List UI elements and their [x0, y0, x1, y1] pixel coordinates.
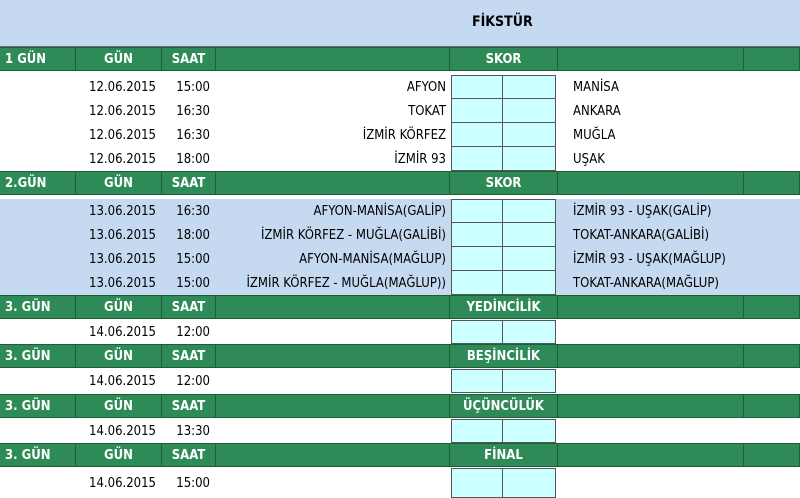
home-header	[216, 296, 450, 318]
away-score-cell[interactable]	[503, 123, 556, 147]
match-row	[0, 419, 800, 443]
score-header: SKOR	[450, 172, 558, 194]
home-team: İZMİR KÖRFEZ - MUĞLA(MAĞLUP))	[246, 275, 446, 291]
away-header	[558, 444, 744, 466]
match-date: 14.06.2015	[89, 475, 156, 491]
date-header: GÜN	[76, 345, 162, 367]
day-label: 3. GÜN	[0, 345, 76, 367]
extra-header	[744, 395, 800, 417]
match-date: 13.06.2015	[89, 275, 156, 291]
date-header: GÜN	[76, 296, 162, 318]
date-header: GÜN	[76, 395, 162, 417]
away-score-cell[interactable]	[503, 247, 556, 271]
home-score-cell[interactable]	[451, 247, 503, 271]
home-team: İZMİR KÖRFEZ - MUĞLA(GALİBİ)	[260, 227, 446, 243]
extra-header	[744, 296, 800, 318]
away-score-cell[interactable]	[503, 75, 556, 99]
match-date: 14.06.2015	[89, 324, 156, 340]
day2-header-row	[0, 171, 800, 195]
away-score-cell[interactable]	[503, 468, 556, 498]
away-score-cell[interactable]	[503, 271, 556, 295]
home-team: AFYON-MANİSA(GALİP)	[313, 203, 446, 219]
time-header: SAAT	[162, 395, 216, 417]
match-row	[0, 271, 800, 295]
score-header: SKOR	[450, 48, 558, 70]
home-score-cell[interactable]	[451, 223, 503, 247]
match-row	[0, 199, 800, 223]
final-header-row	[0, 443, 800, 467]
score-header: ÜÇÜNCÜLÜK	[450, 395, 558, 417]
extra-header	[744, 444, 800, 466]
day-label: 3. GÜN	[0, 296, 76, 318]
away-score-cell[interactable]	[503, 369, 556, 393]
time-header: SAAT	[162, 444, 216, 466]
extra-header	[744, 172, 800, 194]
match-row	[0, 223, 800, 247]
date-header: GÜN	[76, 444, 162, 466]
home-header	[216, 444, 450, 466]
away-team: TOKAT-ANKARA(MAĞLUP)	[573, 275, 719, 291]
match-time: 16:30	[176, 203, 210, 219]
home-header	[216, 395, 450, 417]
match-date: 14.06.2015	[89, 373, 156, 389]
day1-header-row	[0, 47, 800, 71]
away-team: UŞAK	[573, 151, 605, 167]
score-header: FİNAL	[450, 444, 558, 466]
away-header	[558, 172, 744, 194]
page-title: FİKSTÜR	[472, 14, 533, 30]
home-team: AFYON-MANİSA(MAĞLUP)	[299, 251, 446, 267]
match-date: 12.06.2015	[89, 103, 156, 119]
match-date: 14.06.2015	[89, 423, 156, 439]
date-header: GÜN	[76, 172, 162, 194]
home-team: İZMİR 93	[394, 151, 446, 167]
away-header	[558, 345, 744, 367]
match-row	[0, 320, 800, 344]
away-score-cell[interactable]	[503, 147, 556, 171]
home-score-cell[interactable]	[451, 99, 503, 123]
day-label: 3. GÜN	[0, 444, 76, 466]
match-date: 12.06.2015	[89, 127, 156, 143]
home-score-cell[interactable]	[451, 271, 503, 295]
day-label: 1 GÜN	[0, 48, 76, 70]
day-label: 2.GÜN	[0, 172, 76, 194]
away-header	[558, 395, 744, 417]
match-time: 18:00	[176, 227, 210, 243]
match-date: 13.06.2015	[89, 251, 156, 267]
title-bar	[0, 0, 800, 47]
match-row	[0, 99, 800, 123]
home-header	[216, 48, 450, 70]
match-row	[0, 147, 800, 171]
match-time: 18:00	[176, 151, 210, 167]
match-time: 15:00	[176, 251, 210, 267]
home-score-cell[interactable]	[451, 468, 503, 498]
match-time: 15:00	[176, 475, 210, 491]
match-time: 12:00	[176, 373, 210, 389]
time-header: SAAT	[162, 172, 216, 194]
home-score-cell[interactable]	[451, 75, 503, 99]
match-date: 13.06.2015	[89, 203, 156, 219]
home-team: İZMİR KÖRFEZ	[362, 127, 446, 143]
home-team: AFYON	[406, 79, 446, 95]
score-header: BEŞİNCİLİK	[450, 345, 558, 367]
home-score-cell[interactable]	[451, 123, 503, 147]
time-header: SAAT	[162, 296, 216, 318]
match-time: 12:00	[176, 324, 210, 340]
home-score-cell[interactable]	[451, 320, 503, 344]
day-label: 3. GÜN	[0, 395, 76, 417]
match-row	[0, 123, 800, 147]
away-team: ANKARA	[573, 103, 621, 119]
home-score-cell[interactable]	[451, 419, 503, 443]
away-header	[558, 48, 744, 70]
home-header	[216, 345, 450, 367]
match-time: 16:30	[176, 103, 210, 119]
away-team: İZMİR 93 - UŞAK(MAĞLUP)	[573, 251, 726, 267]
away-score-cell[interactable]	[503, 199, 556, 223]
match-row	[0, 468, 800, 498]
away-header	[558, 296, 744, 318]
match-time: 16:30	[176, 127, 210, 143]
away-team: MANİSA	[573, 79, 619, 95]
away-score-cell[interactable]	[503, 99, 556, 123]
fifth-place-header-row	[0, 344, 800, 368]
away-score-cell[interactable]	[503, 419, 556, 443]
extra-header	[744, 345, 800, 367]
away-team: İZMİR 93 - UŞAK(GALİP)	[573, 203, 712, 219]
third-place-header-row	[0, 394, 800, 418]
extra-header	[744, 48, 800, 70]
match-time: 13:30	[176, 423, 210, 439]
time-header: SAAT	[162, 48, 216, 70]
time-header: SAAT	[162, 345, 216, 367]
away-team: TOKAT-ANKARA(GALİBİ)	[573, 227, 710, 243]
match-time: 15:00	[176, 79, 210, 95]
match-date: 13.06.2015	[89, 227, 156, 243]
home-header	[216, 172, 450, 194]
home-score-cell[interactable]	[451, 199, 503, 223]
home-score-cell[interactable]	[451, 369, 503, 393]
away-score-cell[interactable]	[503, 223, 556, 247]
match-row	[0, 247, 800, 271]
date-header: GÜN	[76, 48, 162, 70]
away-team: MUĞLA	[573, 127, 616, 143]
match-date: 12.06.2015	[89, 151, 156, 167]
seventh-place-header-row	[0, 295, 800, 319]
home-score-cell[interactable]	[451, 147, 503, 171]
away-score-cell[interactable]	[503, 320, 556, 344]
match-date: 12.06.2015	[89, 79, 156, 95]
match-time: 15:00	[176, 275, 210, 291]
match-row	[0, 369, 800, 393]
home-team: TOKAT	[408, 103, 446, 119]
match-row	[0, 75, 800, 99]
score-header: YEDİNCİLİK	[450, 296, 558, 318]
